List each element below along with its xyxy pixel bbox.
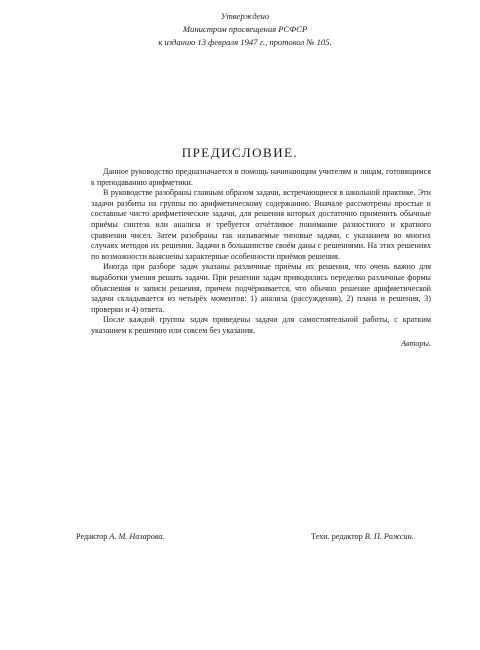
page-title: ПРЕДИСЛОВИЕ. xyxy=(181,145,299,160)
editor-label: Редактор xyxy=(76,532,108,541)
approval-line-2: Министром просвещения РСФСР xyxy=(182,24,308,34)
approval-line-1: Утверждено xyxy=(220,11,270,21)
tech-editor-name: В. П. Рожсин. xyxy=(364,532,414,541)
paragraph-2: В руководстве разобраны главным образом задачи, встречающиеся в школьной практике. Эти задачи разбиты на группы по арифметическому содержанию. Вначале рассмотрены простые и составные чисто арифметические задачи, для решения которых достаточно применить обычные приёмы синтеза или анализа и требуется отчётливое понимание разностного и кратного сравнения чисел. Затем разобраны так называемые типовые задачи, с указанием во многих случаях методов их решения. Задачи в большинстве своём даны с решениями. На этих решениях по возможности выяснены характерные особенности приёмов решения. xyxy=(91,188,431,261)
paragraph-1: Данное руководство предназначается в помощь начинающим учителям и лицам, готовящимся к преподаванию арифметики. xyxy=(91,167,431,187)
approval-line-3: к изданию 13 февраля 1947 г., протокол № 105. xyxy=(158,37,332,47)
preface-body xyxy=(91,167,431,349)
editor-name: А. М. Назарова. xyxy=(109,532,165,541)
authors-signature: Авторы. xyxy=(401,338,431,348)
tech-editor-label: Техн. редактор xyxy=(311,532,363,541)
approval-stamp xyxy=(120,10,370,49)
paragraph-4: После каждой группы задач приведены задачи для самостоятельной работы, с кратким указанием к решению или совсем без указания. xyxy=(91,315,431,335)
editor-credit xyxy=(76,532,165,541)
paragraph-3: Иногда при разборе задач указаны различные приёмы их решения, что очень важно для выработки умения решать задачи. При решении задач приводились переделко различные формы объяснения и записи решения, причем подчёркивается, что обычно решение арифметической задачи складывается из четырёх моментов: 1) анализа (рассуждения), 2) плана и решения, 3) проверки и 4) ответа. xyxy=(91,262,431,314)
tech-editor-credit xyxy=(311,532,414,541)
